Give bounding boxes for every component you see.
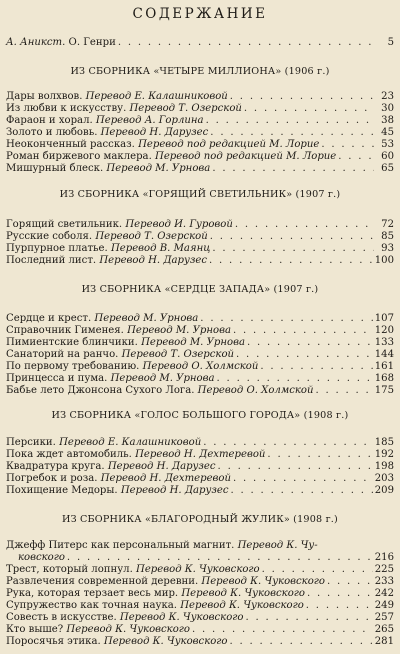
intro-title: О. Генри	[68, 37, 116, 48]
section-heading: ИЗ СБОРНИКА «ГОЛОС БОЛЬШОГО ГОРОДА» (1908 г.)	[51, 410, 349, 421]
toc-entry[interactable]: Кто выше? Перевод К. Чуковского . . . 265	[6, 624, 394, 636]
toc-entry[interactable]: Роман биржевого маклера. Перевод под редакцией М. Лорие . . . 60	[6, 151, 394, 163]
toc-entry[interactable]: Погребок и роза. Перевод Н. Дехтеревой . . . 203	[6, 473, 394, 485]
toc-entry[interactable]: Поросячья этика. Перевод К. Чуковского . . . 281	[6, 636, 394, 648]
toc-entry[interactable]: Похищение Медоры. Перевод Н. Дарузес . . . 209	[6, 485, 394, 497]
toc-entry[interactable]: Мишурный блеск. Перевод М. Урнова . . . 65	[6, 163, 394, 175]
page-number: 5	[387, 37, 394, 48]
section-heading: ИЗ СБОРНИКА «ГОРЯЩИЙ СВЕТИЛЬНИК» (1907 г.)	[59, 189, 341, 200]
toc-entry[interactable]: Из любви к искусству. Перевод Т. Озерской . . . 30	[6, 103, 394, 115]
toc-entry[interactable]: Пурпурное платье. Перевод В. Маянц . . . 93	[6, 243, 394, 255]
toc-entry[interactable]: Русские соболя. Перевод Т. Озерской . . . 85	[6, 231, 394, 243]
toc-entry[interactable]: Джефф Питерс как персональный магнит. Перевод К. Чу-	[6, 540, 318, 551]
toc-entry[interactable]: Развлечения современной деревни. Перевод К. Чуковского . . . 233	[6, 576, 394, 588]
toc-entry[interactable]: Трест, который лопнул. Перевод К. Чуковского . . . 225	[6, 564, 394, 576]
intro-author: А. Аникст.	[6, 37, 66, 48]
toc-entry[interactable]: Горящий светильник. Перевод И. Гуровой . . . 72	[6, 219, 394, 231]
toc-entry[interactable]: Квадратура круга. Перевод Н. Дарузес . . . 198	[6, 461, 394, 473]
section-heading: ИЗ СБОРНИКА «СЕРДЦЕ ЗАПАДА» (1907 г.)	[81, 284, 319, 295]
leader-dots	[118, 37, 374, 49]
toc-entry[interactable]: Персики. Перевод Е. Калашниковой . . . 185	[6, 437, 394, 449]
toc-entry-intro[interactable]	[6, 37, 394, 49]
toc-entry[interactable]: Совесть в искусстве. Перевод К. Чуковского . . . 257	[6, 612, 394, 624]
toc-entry[interactable]: Бабье лето Джонсона Сухого Лога. Перевод О. Холмской . . . 175	[6, 385, 394, 397]
toc-entry[interactable]: Пока ждет автомобиль. Перевод Н. Дехтеревой . . . 192	[6, 449, 394, 461]
toc-entry[interactable]: Последний лист. Перевод Н. Дарузес . . . 100	[6, 255, 394, 267]
toc-entry[interactable]: Принцесса и пума. Перевод М. Урнова . . . 168	[6, 373, 394, 385]
section-heading: ИЗ СБОРНИКА «БЛАГОРОДНЫЙ ЖУЛИК» (1908 г.)	[62, 514, 338, 525]
toc-entry[interactable]: Фараон и хорал. Перевод А. Горлина . . . 38	[6, 115, 394, 127]
toc-entry[interactable]: Рука, которая терзает весь мир. Перевод К. Чуковского . . . 242	[6, 588, 394, 600]
section-heading: ИЗ СБОРНИКА «ЧЕТЫРЕ МИЛЛИОНА» (1906 г.)	[70, 66, 330, 77]
toc-entry-continued[interactable]: ковского . . . 216	[18, 552, 394, 564]
toc-entry[interactable]: Справочник Гименея. Перевод М. Урнова . . . 120	[6, 325, 394, 337]
toc-entry[interactable]: По первому требованию. Перевод О. Холмской . . . 161	[6, 361, 394, 373]
toc-entry[interactable]: Супружество как точная наука. Перевод К. Чуковского . . . 249	[6, 600, 394, 612]
toc-entry[interactable]: Дары волхвов. Перевод Е. Калашниковой . . . 23	[6, 91, 394, 103]
toc-entry[interactable]: Пимиентские блинчики. Перевод М. Урнова . . . 133	[6, 337, 394, 349]
toc-entry[interactable]: Санаторий на ранчо. Перевод Т. Озерской . . . 144	[6, 349, 394, 361]
toc-entry[interactable]: Неоконченный рассказ. Перевод под редакцией М. Лорие . . . 53	[6, 139, 394, 151]
toc-entry[interactable]: Золото и любовь. Перевод Н. Дарузес . . . 45	[6, 127, 394, 139]
page-title: СОДЕРЖАНИЕ	[132, 6, 268, 22]
toc-entry[interactable]: Сердце и крест. Перевод М. Урнова . . . 107	[6, 313, 394, 325]
